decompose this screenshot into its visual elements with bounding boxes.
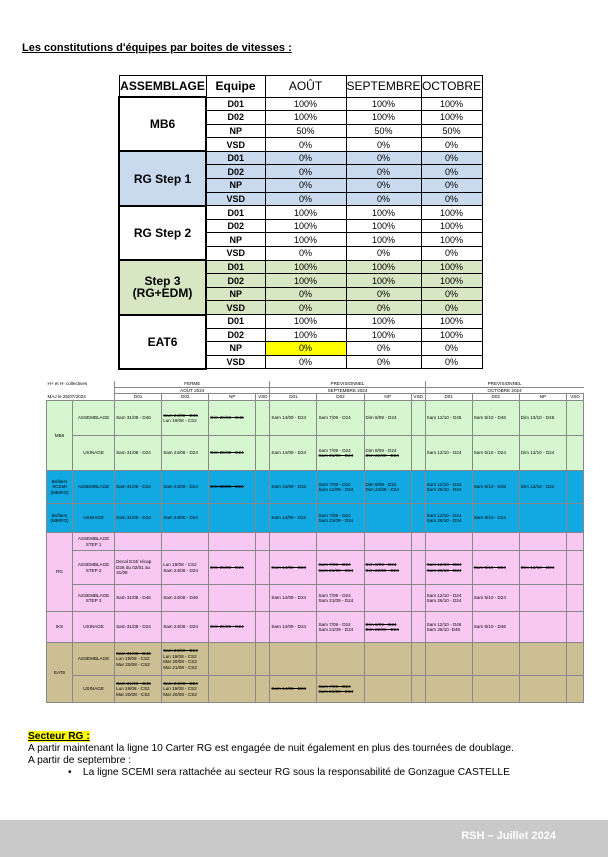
schedule-cell: Dim 13/10 - D24	[519, 551, 566, 585]
schedule-cell: Sam 12/10 - D24 Sam 26/10 - D24	[425, 471, 472, 504]
value-cell-highlighted: 0%	[265, 342, 346, 356]
value-cell: 100%	[265, 111, 346, 125]
shift-header: D01	[270, 394, 317, 401]
schedule-cell: Dim 13/10 - D24	[519, 436, 566, 471]
row-group-eat6: EAT6	[47, 643, 73, 703]
schedule-cell: Sam 31/08 - D24	[115, 436, 162, 471]
shift-header: NP	[519, 394, 566, 401]
team-cell: D02	[206, 111, 265, 125]
row-group-scemi: Boîtiers SCEMI (MB/RG)	[47, 471, 73, 504]
value-cell: 0%	[421, 247, 482, 261]
schedule-cell: Sam 12/10 - D24 Sam 26/10 - D24	[425, 551, 472, 585]
period-month: OCTOBRE 2024	[425, 387, 583, 394]
row-label: USINAGE	[73, 612, 115, 643]
schedule-cell: Sam 7/09 - D24 Sam 21/09 - D24	[317, 436, 364, 471]
team-cell: D01	[206, 260, 265, 274]
schedule-cell: Sam 7/09 - D24 Sam 21/09 - D24	[317, 676, 364, 703]
shift-header: D02	[162, 394, 209, 401]
schedule-cell: Sam 24/08 - D24 Lun 19/08 - CS2 Mar 20/08 - CS2 Mar 21/08 - CS2	[162, 643, 209, 676]
value-cell: 0%	[421, 355, 482, 369]
value-cell: 100%	[346, 328, 421, 342]
value-cell: 100%	[346, 233, 421, 247]
schedule-cell: Dim 25/08 - D24	[209, 436, 256, 471]
value-cell: 100%	[346, 206, 421, 220]
schedule-cell: Sam 24/08 - D24	[162, 612, 209, 643]
schedule-cell: Sam 12/10 - D24 Sam 26/10 - D24	[425, 585, 472, 612]
group-rg-step2: RG Step 2	[119, 206, 206, 260]
value-cell: 0%	[346, 287, 421, 301]
row-label: ASSEMBLAGE STEP 2	[73, 551, 115, 585]
value-cell: 50%	[421, 124, 482, 138]
value-cell: 100%	[346, 274, 421, 288]
value-cell: 0%	[421, 138, 482, 152]
schedule-cell: Sam 5/10 - D46	[472, 471, 519, 504]
group-eat6: EAT6	[119, 315, 206, 369]
row-label: ASSEMBLAGE STEP 1	[73, 533, 115, 551]
value-cell: 0%	[265, 192, 346, 206]
value-cell: 0%	[265, 287, 346, 301]
team-cell: VSD	[206, 138, 265, 152]
schedule-cell: Dim 25/08 - D24	[209, 551, 256, 585]
value-cell: 0%	[421, 179, 482, 193]
schedule-cell: Dim 25/08 - D24	[209, 612, 256, 643]
value-cell: 0%	[265, 138, 346, 152]
team-cell: VSD	[206, 301, 265, 315]
value-cell: 100%	[346, 111, 421, 125]
value-cell: 0%	[346, 192, 421, 206]
value-cell: 0%	[265, 151, 346, 165]
row-label: USINAGE	[73, 436, 115, 471]
schedule-cell: Sam 24/08 - D24	[162, 436, 209, 471]
team-cell: D01	[206, 151, 265, 165]
value-cell: 100%	[265, 274, 346, 288]
value-cell: 100%	[265, 97, 346, 111]
section-bullet: • La ligne SCEMI sera rattachée au secteur RG sous la responsabilité de Gonzague CASTELLE	[68, 767, 510, 778]
value-cell: 100%	[346, 260, 421, 274]
period-status: PREVISIONNEL	[425, 381, 583, 387]
schedule-cell: Sam 14/09 - D24	[270, 504, 317, 533]
maj-date: MAJ le 25/07/2024	[47, 394, 86, 400]
col-header-septembre: SEPTEMBRE	[346, 76, 421, 98]
schedule-cell: Sam 12/10 - D24	[425, 436, 472, 471]
row-label: ASSEMBLAGE	[73, 471, 115, 504]
schedule-cell: Sam 14/09 - D24	[270, 471, 317, 504]
value-cell: 100%	[421, 328, 482, 342]
schedule-cell: Sam 24/08 - D24	[162, 471, 209, 504]
team-cell: NP	[206, 233, 265, 247]
value-cell: 0%	[346, 138, 421, 152]
value-cell: 0%	[265, 179, 346, 193]
row-group-iks: IKS	[47, 612, 73, 643]
shift-header: VSD	[256, 394, 270, 401]
team-cell: D01	[206, 97, 265, 111]
value-cell: 50%	[265, 124, 346, 138]
schedule-cell: Sam 24/08 - D46 Lun 19/08 - CS2	[162, 401, 209, 436]
schedule-cell: Lun 19/08 - CS2 Sam 24/08 - D24	[162, 551, 209, 585]
value-cell: 100%	[421, 315, 482, 329]
group-rg-step1: RG Step 1	[119, 151, 206, 205]
schedule-cell: Sam 31/08 - D46 Lun 19/08 - CS2 Mar 20/08 - CS2	[115, 676, 162, 703]
schedule-cell: Sam 31/08 - D24	[115, 504, 162, 533]
value-cell: 100%	[265, 315, 346, 329]
period-month: AOUT 2024	[115, 387, 270, 394]
row-label: ASSEMBLAGE	[73, 643, 115, 676]
schedule-title: H+ et H- collectives	[47, 381, 88, 387]
value-cell: 0%	[421, 192, 482, 206]
value-cell: 100%	[421, 260, 482, 274]
row-label: ASSEMBLAGE STEP 3	[73, 585, 115, 612]
team-cell: D01	[206, 206, 265, 220]
schedule-cell: Sam 5/10 - D24	[472, 551, 519, 585]
period-status: FERME	[115, 381, 270, 387]
schedule-cell: Sam 31/08 - D46	[115, 401, 162, 436]
row-group-boitiers: Boîtiers (MB/RG)	[47, 504, 73, 533]
value-cell: 100%	[421, 97, 482, 111]
schedule-cell: Sam 5/10 - D46	[472, 401, 519, 436]
schedule-cell: Decal E34/ récap D26 du 02/01 au 31/08	[115, 551, 162, 585]
team-cell: D01	[206, 315, 265, 329]
team-composition-table	[118, 75, 483, 370]
value-cell: 0%	[421, 165, 482, 179]
period-month: SEPTEMBRE 2024	[270, 387, 425, 394]
group-step3-line1: Step 3	[144, 274, 181, 289]
team-cell: D02	[206, 219, 265, 233]
schedule-cell: Sam 7/09 - D24	[317, 401, 364, 436]
col-header-assemblage: ASSEMBLAGE	[119, 76, 206, 98]
team-cell: NP	[206, 342, 265, 356]
schedule-cell: Sam 5/10 - D46	[472, 612, 519, 643]
schedule-cell: Dim 8/09 - D24	[364, 401, 411, 436]
schedule-cell: Sam 12/10 - D46 Sam 26/10 -D46	[425, 612, 472, 643]
schedule-cell: Sam 7/09 - D24 Sam 21/09 - D24	[317, 585, 364, 612]
section-title: Secteur RG :	[28, 731, 90, 742]
value-cell: 0%	[346, 301, 421, 315]
schedule-cell: Dim 8/09 - D24 Dim 22/09 - D24	[364, 551, 411, 585]
col-header-octobre: OCTOBRE	[421, 76, 482, 98]
footer-text: RSH – Juillet 2024	[461, 830, 556, 842]
schedule-cell: Dim 8/09 - D24 Dim 22/09 - D24	[364, 612, 411, 643]
team-cell: VSD	[206, 355, 265, 369]
value-cell: 0%	[265, 301, 346, 315]
schedule-cell: Sam 14/09 - D24	[270, 612, 317, 643]
value-cell: 0%	[421, 301, 482, 315]
team-cell: NP	[206, 124, 265, 138]
value-cell: 0%	[346, 355, 421, 369]
bullet-icon: •	[68, 767, 72, 778]
value-cell: 100%	[421, 219, 482, 233]
shift-header: D01	[425, 394, 472, 401]
value-cell: 100%	[346, 315, 421, 329]
shift-header: VSD	[411, 394, 425, 401]
schedule-cell: Sam 31/08 - D24	[115, 471, 162, 504]
value-cell: 100%	[265, 260, 346, 274]
schedule-cell: Sam 14/09 - D24	[270, 436, 317, 471]
shift-header: D02	[472, 394, 519, 401]
schedule-cell: Sam 24/08 - D24	[162, 504, 209, 533]
schedule-cell: Dim 13/10 - D24	[519, 471, 566, 504]
schedule-cell: Sam 5/10 - D24	[472, 585, 519, 612]
value-cell: 100%	[265, 233, 346, 247]
value-cell: 100%	[346, 97, 421, 111]
value-cell: 0%	[421, 287, 482, 301]
col-header-equipe: Equipe	[206, 76, 265, 98]
value-cell: 0%	[421, 151, 482, 165]
team-cell: NP	[206, 287, 265, 301]
schedule-cell: Sam 31/08 - D46	[115, 585, 162, 612]
shift-header: D01	[115, 394, 162, 401]
value-cell: 100%	[346, 219, 421, 233]
schedule-cell: Sam 31/08 - D46 Lun 19/08 - CS2 Mar 20/08 - CS2	[115, 643, 162, 676]
schedule-cell: Sam 12/10 - D46	[425, 401, 472, 436]
schedule-cell: Dim 13/10 - D46	[519, 401, 566, 436]
schedule-cell: Sam 14/09 - D24	[270, 401, 317, 436]
value-cell: 0%	[421, 342, 482, 356]
schedule-cell: Dim 8/09 - D24 Dim 22/09 - D24	[364, 436, 411, 471]
page-heading: Les constitutions d'équipes par boites de vitesses :	[22, 42, 292, 54]
team-cell: D02	[206, 165, 265, 179]
section-line: A partir de septembre :	[28, 755, 132, 766]
schedule-cell: Sam 14/09 - D24	[270, 585, 317, 612]
team-cell: D02	[206, 328, 265, 342]
value-cell: 0%	[265, 165, 346, 179]
value-cell: 50%	[346, 124, 421, 138]
value-cell: 100%	[421, 111, 482, 125]
value-cell: 100%	[421, 233, 482, 247]
shift-header: NP	[364, 394, 411, 401]
schedule-cell: Dim 25/08 - D24	[209, 471, 256, 504]
schedule-cell: Sam 5/10 - D24	[472, 436, 519, 471]
value-cell: 0%	[346, 165, 421, 179]
schedule-cell: Dim 8/09 - D24 Dim 22/09 - D24	[364, 471, 411, 504]
row-label: USINAGE	[73, 504, 115, 533]
schedule-cell: Sam 12/10 - D24 Sam 26/10 - D24	[425, 504, 472, 533]
schedule-cell: Sam 7/09 - D24 Sam 21/09 - D24	[317, 551, 364, 585]
team-cell: VSD	[206, 247, 265, 261]
row-group-mb6: MB6	[47, 401, 73, 471]
shift-header: D02	[317, 394, 364, 401]
group-mb6: MB6	[119, 97, 206, 151]
schedule-cell: Sam 5/10 - D24	[472, 504, 519, 533]
page-footer	[0, 820, 608, 857]
schedule-cell: Sam 7/09 - D24 Sam 21/09 - D24	[317, 471, 364, 504]
shift-header: VSD	[566, 394, 583, 401]
schedule-cell: Sam 24/08 - D24 Lun 19/08 - CS2 Mar 20/08 - CS2	[162, 676, 209, 703]
section-line: A partir maintenant la ligne 10 Carter RG est engagée de nuit également en plus des tournées de doublage.	[28, 743, 514, 754]
schedule-cell: Dim 25/08 - D46	[209, 401, 256, 436]
schedule-cell: Sam 24/08 - D46	[162, 585, 209, 612]
team-cell: NP	[206, 179, 265, 193]
overtime-schedule-table	[46, 381, 584, 703]
period-status: PREVISIONNEL	[270, 381, 425, 387]
schedule-cell: Sam 7/09 - D24 Sam 21/09 - D24	[317, 612, 364, 643]
value-cell: 100%	[421, 274, 482, 288]
col-header-aout: AOÛT	[265, 76, 346, 98]
value-cell: 0%	[346, 179, 421, 193]
value-cell: 0%	[346, 342, 421, 356]
team-cell: D02	[206, 274, 265, 288]
schedule-cell: Sam 14/09 - D24	[270, 551, 317, 585]
value-cell: 0%	[265, 355, 346, 369]
group-step3	[119, 260, 206, 314]
group-step3-line2: (RG+EDM)	[132, 286, 193, 301]
row-label: ASSEMBLAGE	[73, 401, 115, 436]
value-cell: 100%	[265, 328, 346, 342]
row-group-rg: RG	[47, 533, 73, 612]
schedule-cell: Sam 7/09 - D24 Sam 21/09 - D24	[317, 504, 364, 533]
value-cell: 0%	[265, 247, 346, 261]
value-cell: 100%	[421, 206, 482, 220]
value-cell: 0%	[346, 151, 421, 165]
schedule-cell: Sam 31/08 - D24	[115, 612, 162, 643]
rg-sector-notes	[28, 731, 514, 779]
value-cell: 100%	[265, 206, 346, 220]
value-cell: 100%	[265, 219, 346, 233]
value-cell: 0%	[346, 247, 421, 261]
shift-header: NP	[209, 394, 256, 401]
schedule-cell: Sam 14/09 - D24	[270, 676, 317, 703]
row-label: USINAGE	[73, 676, 115, 703]
team-cell: VSD	[206, 192, 265, 206]
